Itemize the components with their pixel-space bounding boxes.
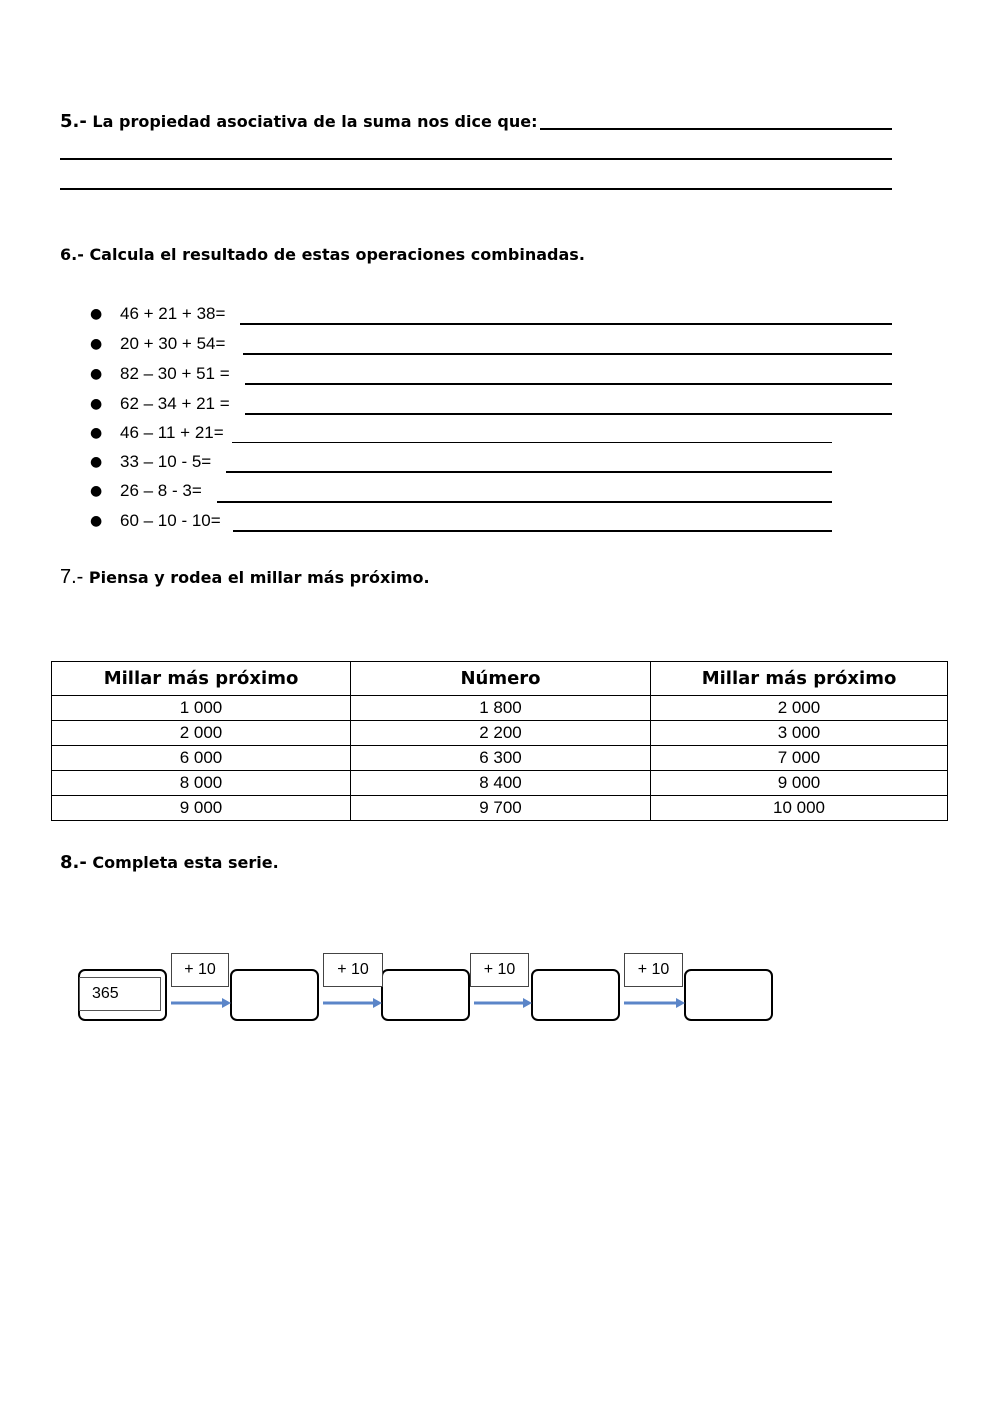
operation-expression: 33 – 10 - 5= <box>120 452 212 471</box>
operation-expression: 20 + 30 + 54= <box>120 334 226 353</box>
operation-expression: 60 – 10 - 10= <box>120 511 221 530</box>
upper-millar-cell[interactable]: 10 000 <box>651 796 948 821</box>
upper-millar-cell[interactable]: 7 000 <box>651 746 948 771</box>
bullet-icon: ● <box>90 336 103 352</box>
number-cell: 1 800 <box>351 696 651 721</box>
question-8-number: 8.- <box>60 852 87 873</box>
bullet-icon: ● <box>90 483 103 499</box>
number-cell: 2 200 <box>351 721 651 746</box>
operation-expression: 26 – 8 - 3= <box>120 481 202 500</box>
bullet-icon: ● <box>90 366 103 382</box>
question-7-text: Piensa y rodea el millar más próximo. <box>88 568 430 587</box>
upper-millar-cell[interactable]: 9 000 <box>651 771 948 796</box>
bullet-icon: ● <box>90 425 103 441</box>
bullet-icon: ● <box>90 454 103 470</box>
number-cell: 9 700 <box>351 796 651 821</box>
question-6-number: 6.- <box>60 245 84 264</box>
arrow-icon <box>171 998 231 1008</box>
number-cell: 8 400 <box>351 771 651 796</box>
upper-millar-cell[interactable]: 2 000 <box>651 696 948 721</box>
upper-millar-cell[interactable]: 3 000 <box>651 721 948 746</box>
bullet-icon: ● <box>90 513 103 529</box>
step-label: + 10 <box>624 953 683 987</box>
operation-expression: 82 – 30 + 51 = <box>120 364 230 383</box>
arrow-icon <box>624 998 685 1008</box>
operation-expression: 46 – 11 + 21= <box>120 423 224 442</box>
lower-millar-cell[interactable]: 9 000 <box>52 796 351 821</box>
lower-millar-cell[interactable]: 1 000 <box>52 696 351 721</box>
bullet-icon: ● <box>90 396 103 412</box>
header-numero: Número <box>351 662 651 696</box>
step-label: + 10 <box>323 953 383 987</box>
question-7-number: 7.- <box>60 566 84 588</box>
lower-millar-cell[interactable]: 6 000 <box>52 746 351 771</box>
lower-millar-cell[interactable]: 8 000 <box>52 771 351 796</box>
series-start-value: 365 <box>79 977 161 1011</box>
step-label: + 10 <box>470 953 529 987</box>
number-cell: 6 300 <box>351 746 651 771</box>
operation-expression: 62 – 34 + 21 = <box>120 394 230 413</box>
question-5-number: 5.- <box>60 111 87 132</box>
question-5-text: La propiedad asociativa de la suma nos dice que: <box>92 112 538 131</box>
step-label: + 10 <box>171 953 229 987</box>
header-millar-lower: Millar más próximo <box>52 662 351 696</box>
question-6-text: Calcula el resultado de estas operaciones combinadas. <box>89 245 585 264</box>
question-8-text: Completa esta serie. <box>92 853 279 872</box>
arrow-icon <box>474 998 532 1008</box>
bullet-icon: ● <box>90 306 103 322</box>
arrow-icon <box>323 998 382 1008</box>
header-millar-upper: Millar más próximo <box>651 662 948 696</box>
operation-expression: 46 + 21 + 38= <box>120 304 226 323</box>
lower-millar-cell[interactable]: 2 000 <box>52 721 351 746</box>
